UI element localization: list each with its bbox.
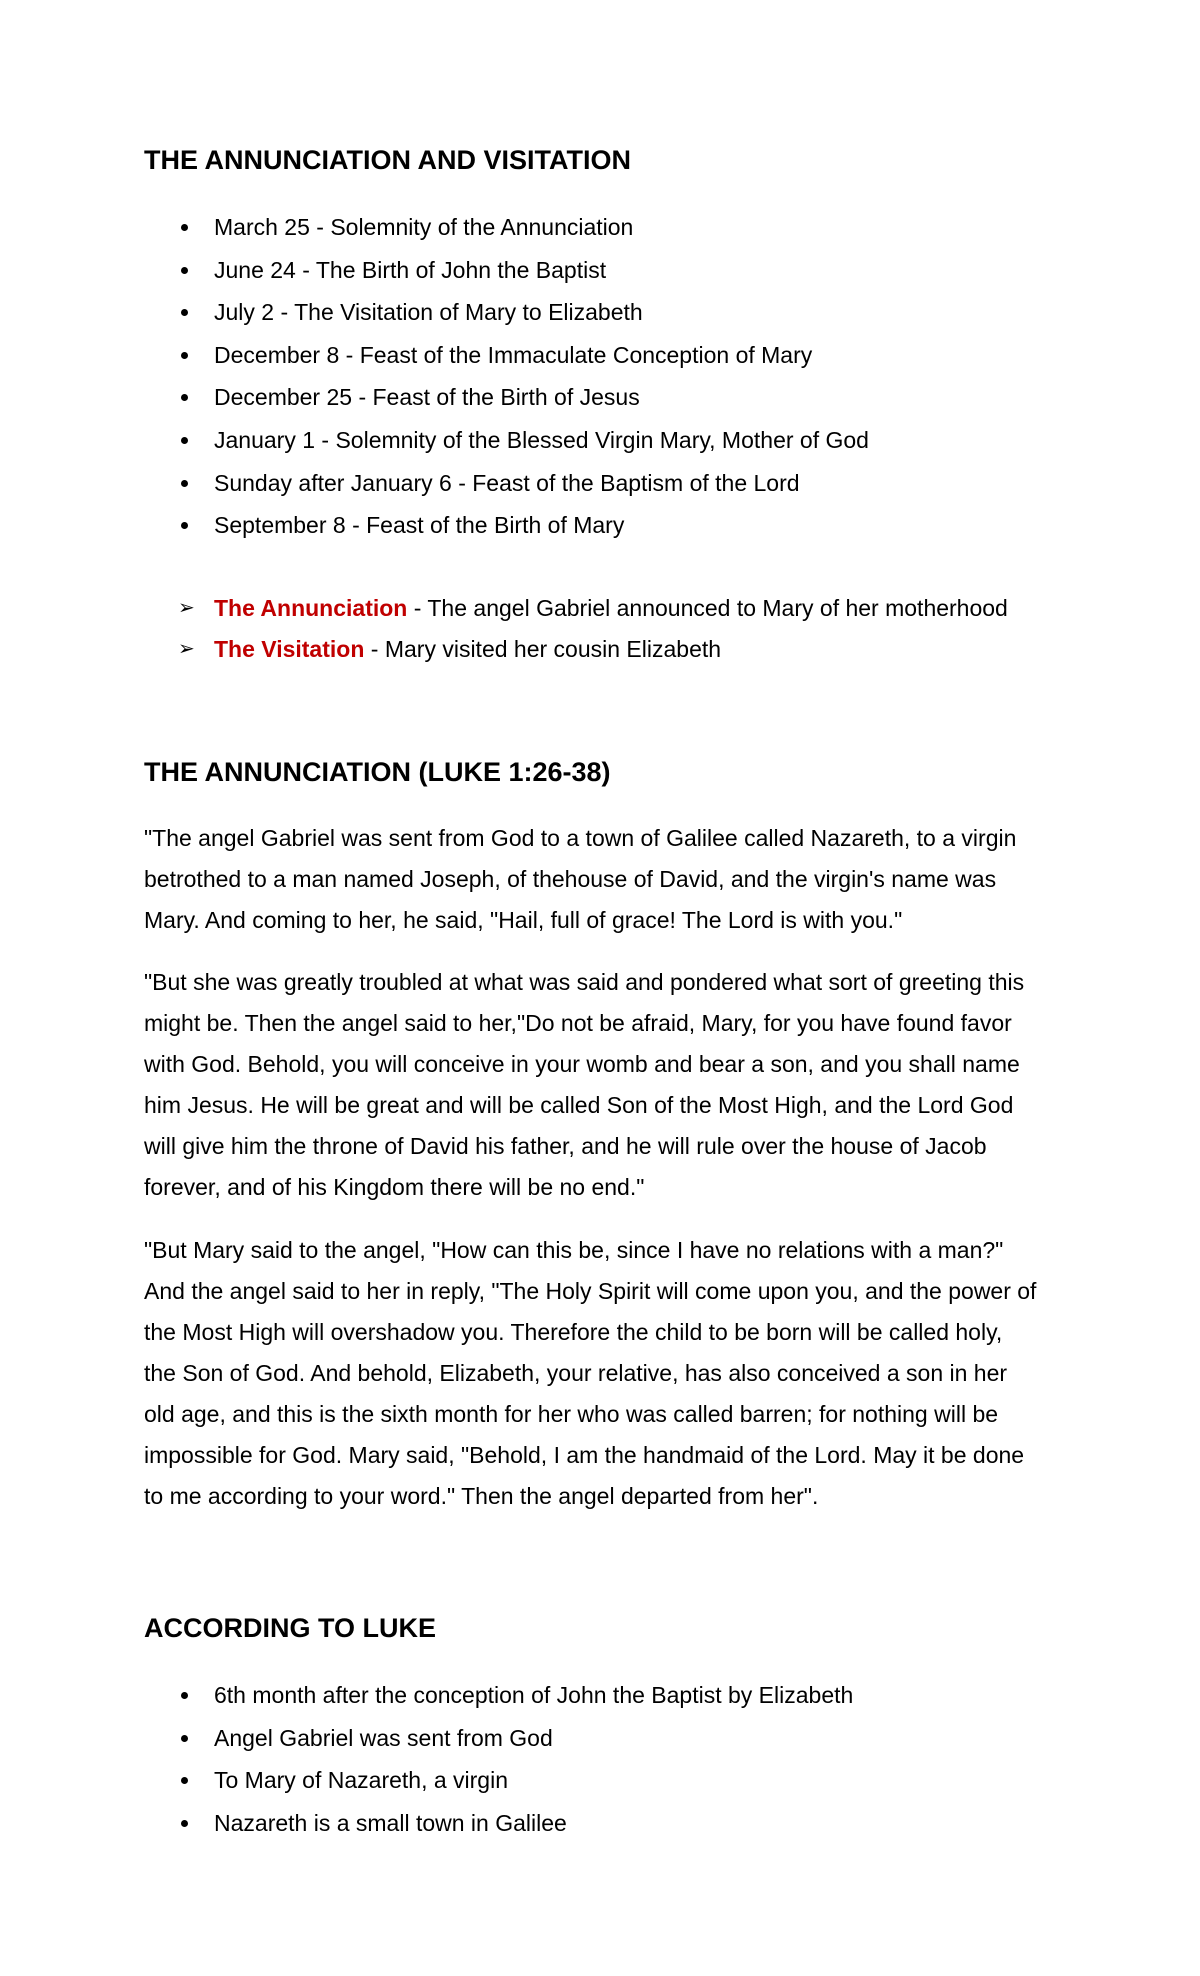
bullet-icon xyxy=(181,352,188,359)
term-description: - The angel Gabriel announced to Mary of her motherhood xyxy=(407,595,1008,621)
bullet-icon xyxy=(181,437,188,444)
bullet-icon xyxy=(181,267,188,274)
paragraph: "The angel Gabriel was sent from God to a town of Galilee called Nazareth, to a virgin betrothed to a man named Joseph, of thehouse of David, and the virgin's name was Mary. And coming to her, he said, "Hail, full of grace! The Lord is with you." xyxy=(144,825,1017,933)
section-title-annunciation-visitation: THE ANNUNCIATION AND VISITATION xyxy=(144,145,631,175)
definitions-list xyxy=(144,588,1008,670)
list-item: September 8 - Feast of the Birth of Mary xyxy=(144,504,869,547)
bullet-icon xyxy=(181,224,188,231)
paragraph: "But Mary said to the angel, "How can this be, since I have no relations with a man?" And the angel said to her in reply, "The Holy Spirit will come upon you, and the power of the Most High will overshadow you. Therefore the child to be born will be called holy, the Son of God. And behold, Elizabeth, your relative, has also conceived a son in her old age, and this is the sixth month for her who was called barren; for nothing will be impossible for God. Mary said, "Behold, I am the handmaid of the Lord. May it be done to me according to your word." Then the angel departed from her". xyxy=(144,1237,1037,1509)
list-item: Nazareth is a small town in Galilee xyxy=(144,1802,853,1845)
bullet-icon xyxy=(181,522,188,529)
feast-days-list xyxy=(144,206,869,547)
definition-item-visitation xyxy=(144,629,1008,670)
bullet-icon xyxy=(181,1735,188,1742)
list-item: July 2 - The Visitation of Mary to Elizabeth xyxy=(144,291,869,334)
bullet-icon xyxy=(181,394,188,401)
list-item: June 24 - The Birth of John the Baptist xyxy=(144,249,869,292)
bullet-icon xyxy=(181,309,188,316)
arrow-bullet-icon: ➢ xyxy=(178,638,195,660)
list-item: January 1 - Solemnity of the Blessed Virgin Mary, Mother of God xyxy=(144,419,869,462)
list-item: December 8 - Feast of the Immaculate Conception of Mary xyxy=(144,334,869,377)
list-item: December 25 - Feast of the Birth of Jesus xyxy=(144,376,869,419)
section-title-luke-passage: THE ANNUNCIATION (LUKE 1:26-38) xyxy=(144,757,611,787)
paragraph: "But she was greatly troubled at what was said and pondered what sort of greeting this might be. Then the angel said to her,"Do not be afraid, Mary, for you have found favor with God. Behold, you will conceive in your womb and bear a son, and you shall name him Jesus. He will be great and will be called Son of the Most High, and the Lord God will give him the throne of David his father, and he will rule over the house of Jacob forever, and of his Kingdom there will be no end." xyxy=(144,969,1025,1200)
list-item: Sunday after January 6 - Feast of the Baptism of the Lord xyxy=(144,462,869,505)
arrow-bullet-icon: ➢ xyxy=(178,597,195,619)
term-label: The Visitation xyxy=(214,636,365,662)
list-item: March 25 - Solemnity of the Annunciation xyxy=(144,206,869,249)
bullet-icon xyxy=(181,1777,188,1784)
term-label: The Annunciation xyxy=(214,595,408,621)
bullet-icon xyxy=(181,480,188,487)
term-description: - Mary visited her cousin Elizabeth xyxy=(364,636,722,662)
list-item: Angel Gabriel was sent from God xyxy=(144,1717,853,1760)
section-title-according-to-luke: ACCORDING TO LUKE xyxy=(144,1613,437,1643)
list-item: 6th month after the conception of John the Baptist by Elizabeth xyxy=(144,1674,853,1717)
luke-points-list xyxy=(144,1674,853,1844)
bullet-icon xyxy=(181,1692,188,1699)
list-item: To Mary of Nazareth, a virgin xyxy=(144,1759,853,1802)
bullet-icon xyxy=(181,1820,188,1827)
definition-item-annunciation xyxy=(144,588,1008,629)
